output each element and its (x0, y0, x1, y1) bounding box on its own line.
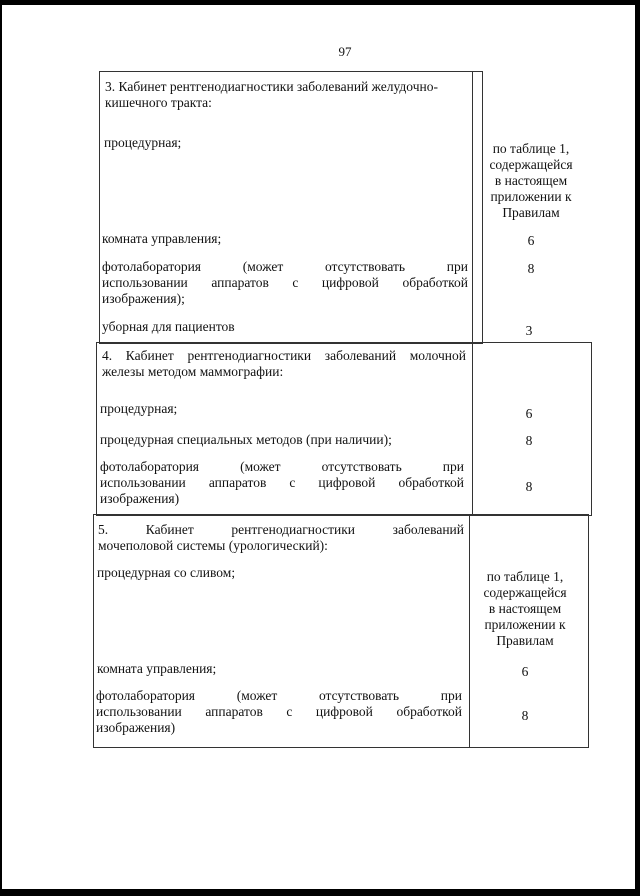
section-4-row-1-value: 6 (525, 406, 533, 421)
section-5-row-1-value: по таблице 1, содержащейся в настоящем приложении к Правилам (483, 569, 567, 648)
scan-border-left (0, 0, 2, 896)
section-3-row-3-value: 8 (527, 261, 535, 276)
section-5-row-3-value: 8 (521, 708, 529, 723)
section-4-row-1-label: процедурная; (100, 401, 178, 416)
scan-border-right (635, 0, 640, 896)
section-4-row-2-label: процедурная специальных методов (при наличии); (100, 432, 392, 447)
section-5-row-2-label: комната управления; (97, 661, 217, 676)
section-5-row-1-label: процедурная со сливом; (97, 565, 236, 580)
section-3-row-4-label: уборная для пациентов (102, 319, 235, 334)
section-3-row-4-value: 3 (525, 323, 533, 338)
section-3-row-1-label: процедурная; (104, 135, 182, 150)
scan-border-top (0, 0, 640, 5)
section-4-row-3-value: 8 (525, 479, 533, 494)
section-3-title: 3. Кабинет рентгенодиагностики заболеваний желудочно- кишечного тракта: (105, 79, 438, 110)
scan-border-bottom (0, 889, 640, 896)
section-3-row-3-label: фотолаборатория (может отсутствовать при использовании аппаратов с цифровой обработкой изображения); (102, 259, 468, 306)
section-3-row-2-label: комната управления; (102, 231, 222, 246)
section-3-row-2-value: 6 (527, 233, 535, 248)
section-5-title: 5. Кабинет рентгенодиагностики заболеваний мочеполовой системы (урологический): (98, 522, 464, 553)
section-5-row-2-value: 6 (521, 664, 529, 679)
page-number: 97 (338, 44, 352, 59)
section-5-row-3-label: фотолаборатория (может отсутствовать при использовании аппаратов с цифровой обработкой изображения) (96, 688, 462, 735)
section-4-row-2-value: 8 (525, 433, 533, 448)
section-3-row-1-value: по таблице 1, содержащейся в настоящем приложении к Правилам (489, 141, 573, 220)
section-4-row-3-label: фотолаборатория (может отсутствовать при использовании аппаратов с цифровой обработкой изображения) (100, 459, 464, 506)
section-4-title: 4. Кабинет рентгенодиагностики заболеваний молочной железы методом маммографии: (102, 348, 466, 379)
